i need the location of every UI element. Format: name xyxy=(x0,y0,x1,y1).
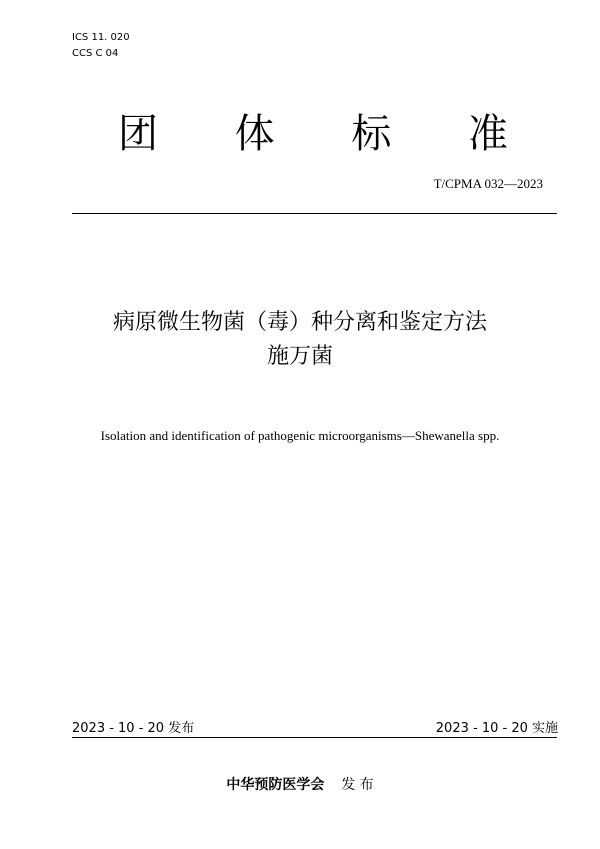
classification-codes xyxy=(72,30,130,62)
publisher-line xyxy=(0,774,600,794)
ics-code: ICS 11. 020 xyxy=(72,32,130,43)
bottom-divider xyxy=(72,737,557,738)
english-title: Isolation and identification of pathogenic microorganisms—Shewanella spp. xyxy=(100,428,500,443)
chinese-title xyxy=(40,306,560,374)
document-type-heading xyxy=(70,108,556,160)
publish-date: 2023 - 10 - 20 发布 xyxy=(72,721,195,736)
ccs-code: CCS C 04 xyxy=(72,48,119,59)
doc-type-char: 准 xyxy=(467,111,508,157)
doc-type-char: 标 xyxy=(351,111,392,157)
publisher-name: 中华预防医学会 xyxy=(226,777,325,793)
chinese-title-line2: 施万菌 xyxy=(266,344,333,369)
doc-type-char: 团 xyxy=(118,111,158,157)
implement-date: 2023 - 10 - 20 实施 xyxy=(435,721,558,736)
chinese-title-line1: 病原微生物菌（毒）种分离和鉴定方法 xyxy=(112,310,487,335)
publisher-action: 发 布 xyxy=(341,777,374,793)
top-divider xyxy=(72,213,557,214)
doc-type-char: 体 xyxy=(234,111,275,157)
standard-number: T/CPMA 032—2023 xyxy=(433,176,543,191)
